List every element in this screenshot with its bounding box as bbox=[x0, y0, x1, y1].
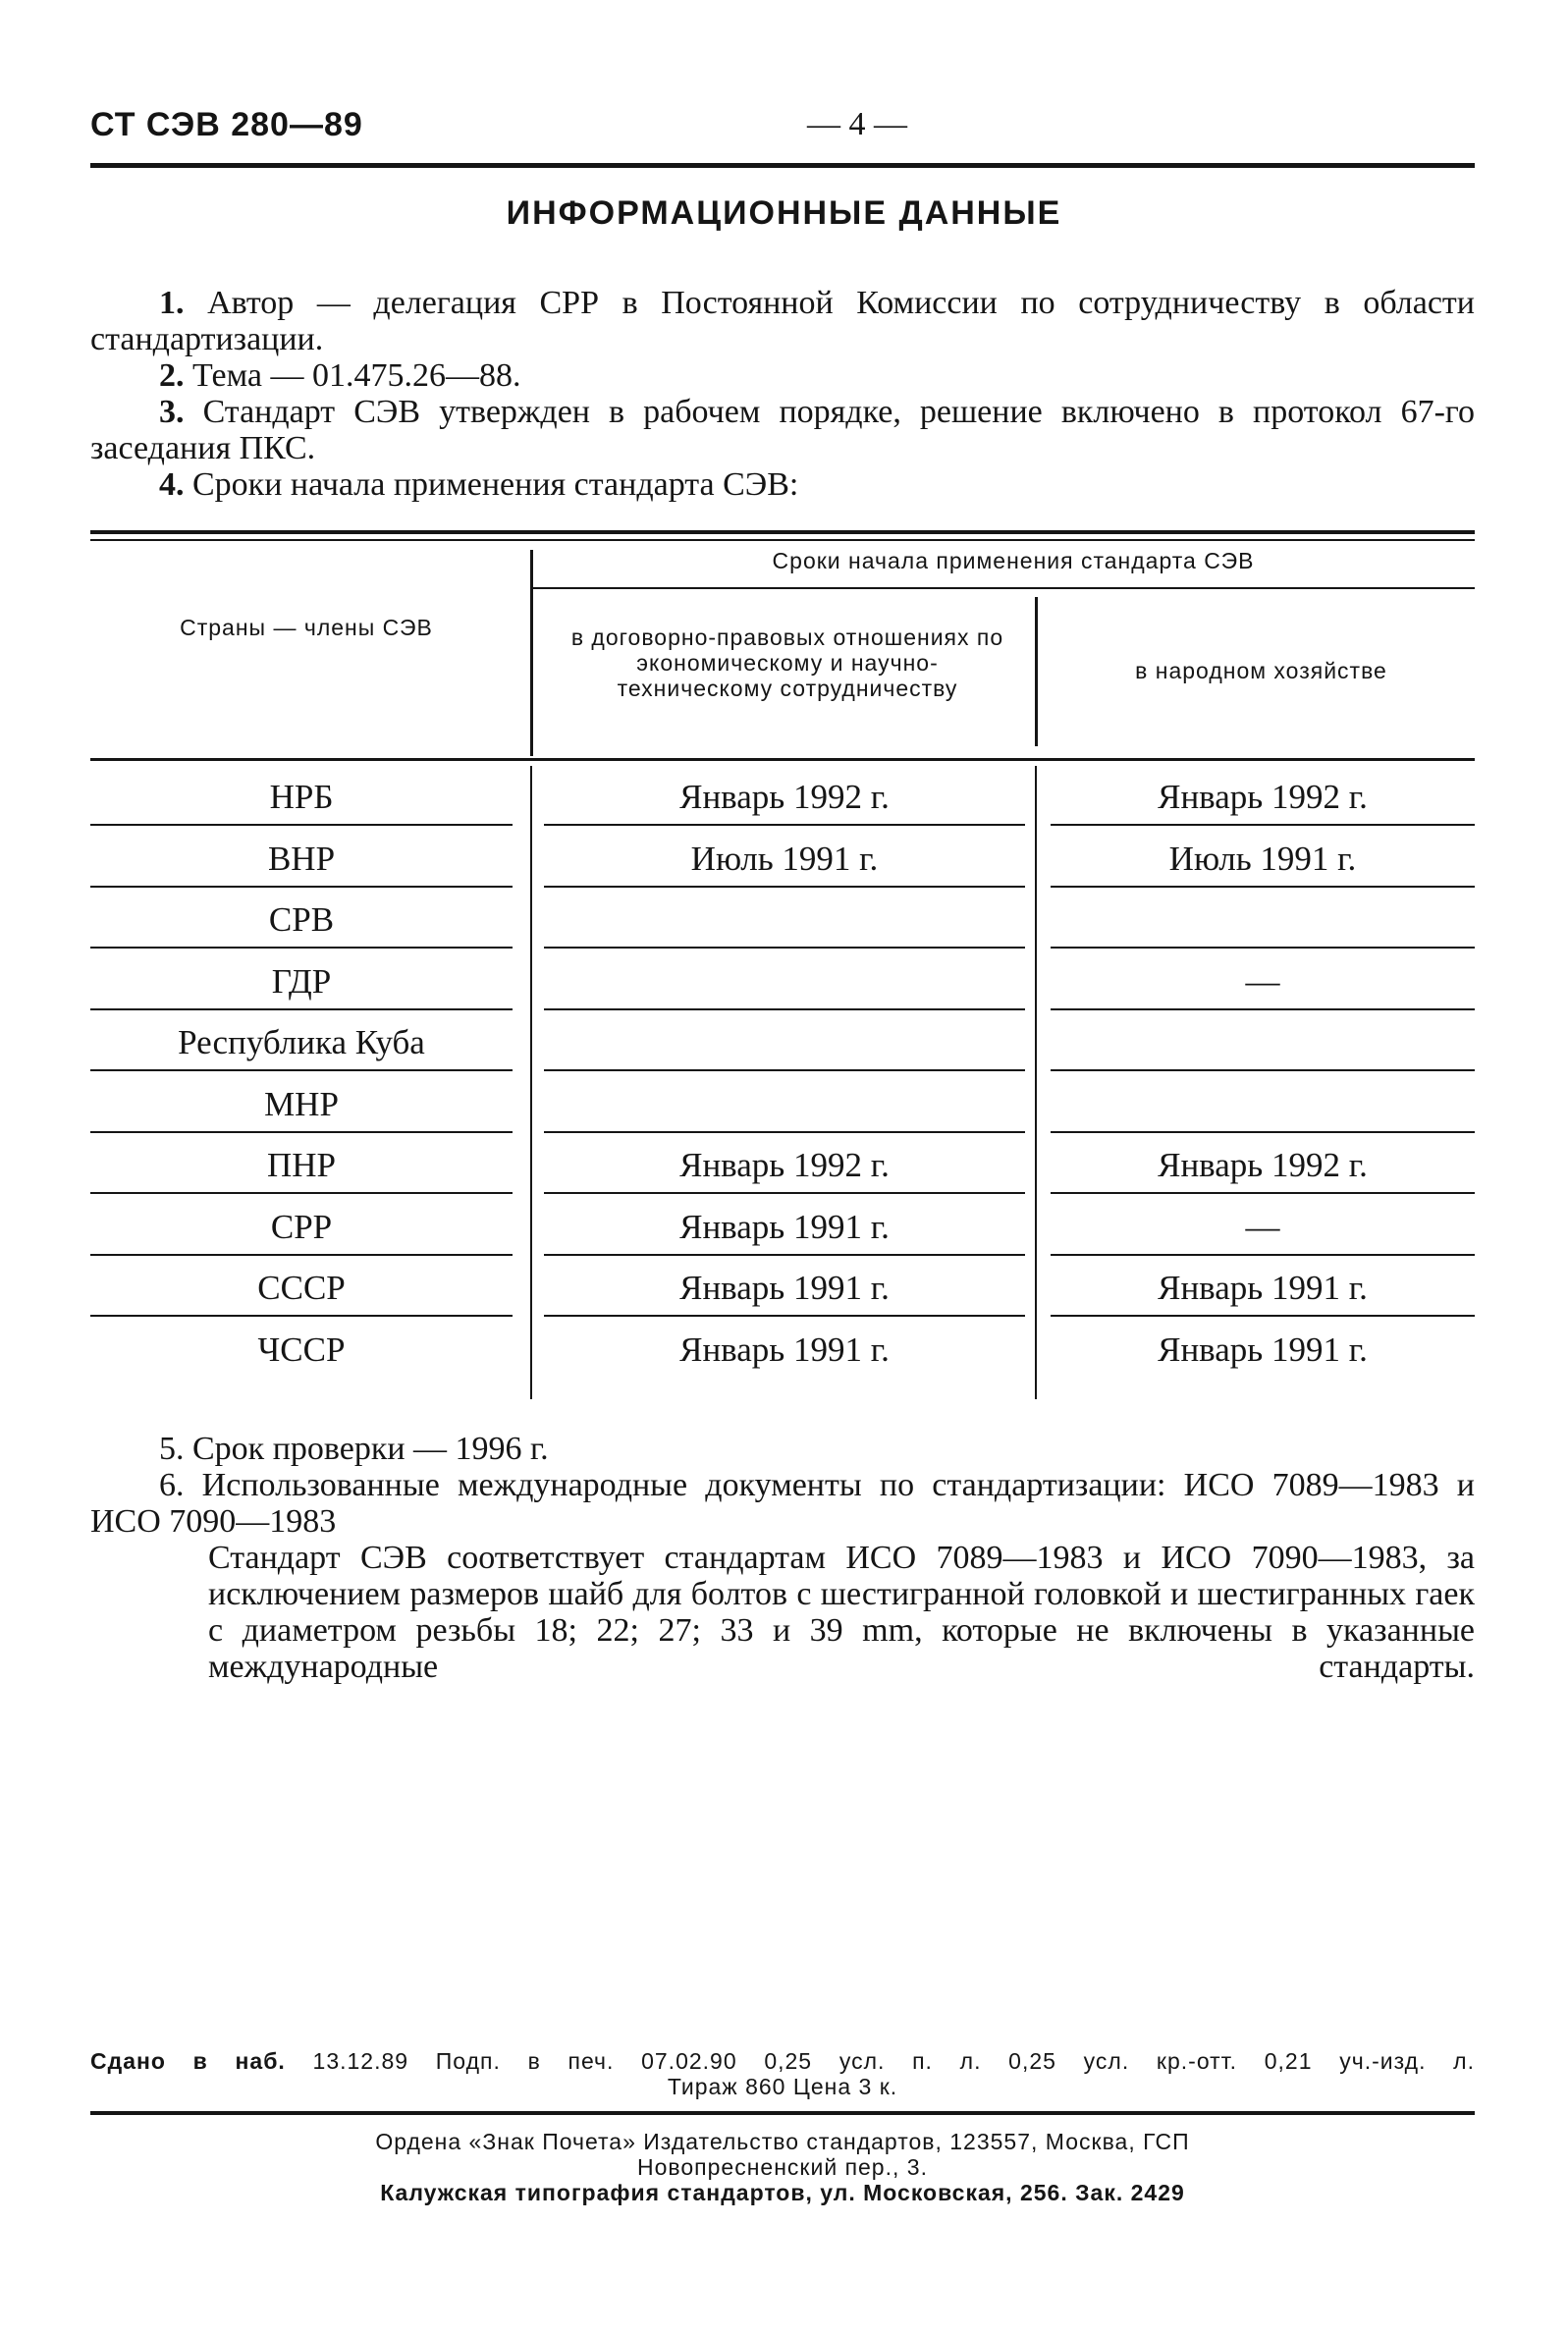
cell-contract: Июль 1991 г. bbox=[690, 839, 879, 878]
item-number: 4. bbox=[159, 466, 185, 503]
row-rule bbox=[1051, 1254, 1475, 1256]
item-topic bbox=[90, 357, 1475, 394]
item-text: Стандарт СЭВ утвержден в рабочем порядке, решение включено в протокол 67-го заседания ПКС. bbox=[90, 394, 1475, 466]
header-col-economy: в народном хозяйстве bbox=[1135, 658, 1387, 683]
row-rule bbox=[544, 947, 1025, 949]
row-rule bbox=[544, 1008, 1025, 1010]
row-rule bbox=[90, 1131, 513, 1133]
item-review: 5. Срок проверки — 1996 г. bbox=[159, 1431, 549, 1467]
body-divider bbox=[530, 766, 532, 1399]
row-rule bbox=[1051, 1315, 1475, 1317]
item-intl-note: Стандарт СЭВ соответствует стандартам ИСО 7089—1983 и ИСО 7090—1983, за исключением размеров шайб для болтов с шестигранной головкой и шестигранных гаек с диаметром резьбы 18; 22; 27; 33 и 39 mm, которые не включены в указанные международные стандарты. bbox=[208, 1540, 1475, 1685]
row-rule bbox=[90, 824, 513, 826]
row-rule bbox=[90, 1254, 513, 1256]
header-subrule bbox=[532, 587, 1475, 589]
item-number: 2. bbox=[159, 357, 185, 394]
row-rule bbox=[1051, 1008, 1475, 1010]
row-rule bbox=[90, 1315, 513, 1317]
imprint bbox=[90, 2048, 1475, 2099]
row-rule bbox=[1051, 1069, 1475, 1071]
header-dates: Сроки начала применения стандарта СЭВ bbox=[772, 548, 1255, 573]
row-rule bbox=[1051, 824, 1475, 826]
row-rule bbox=[1051, 947, 1475, 949]
publisher-info bbox=[90, 2129, 1475, 2205]
imprint-circulation: Тираж 860 Цена 3 к. bbox=[667, 2074, 898, 2099]
header-rule bbox=[90, 163, 1475, 168]
row-rule bbox=[90, 947, 513, 949]
row-rule bbox=[1051, 1192, 1475, 1194]
cell-economy: Январь 1991 г. bbox=[1158, 1269, 1368, 1307]
item-intl-docs: 6. Использованные международные документы по стандартизации: ИСО 7089—1983 и ИСО 7090—1983 bbox=[90, 1467, 1475, 1540]
cell-country: ПНР bbox=[266, 1146, 337, 1184]
cell-contract: Январь 1992 г. bbox=[679, 1146, 890, 1184]
item-text: Тема — 01.475.26—88. bbox=[192, 357, 521, 394]
cell-contract: Январь 1992 г. bbox=[679, 778, 890, 816]
cell-country: ГДР bbox=[271, 961, 332, 1001]
header-divider bbox=[530, 550, 533, 756]
row-rule bbox=[544, 1315, 1025, 1317]
row-rule bbox=[544, 1069, 1025, 1071]
cell-economy: Июль 1991 г. bbox=[1168, 839, 1357, 878]
header-countries: Страны — члены СЭВ bbox=[180, 615, 433, 640]
printer-line: Калужская типография стандартов, ул. Московская, 256. Зак. 2429 bbox=[380, 2180, 1185, 2205]
row-rule bbox=[90, 1069, 513, 1071]
cell-country: СССР bbox=[257, 1269, 346, 1307]
cell-economy: — bbox=[1245, 1207, 1280, 1246]
row-rule bbox=[1051, 886, 1475, 888]
publisher-line: Ордена «Знак Почета» Издательство стандартов, 123557, Москва, ГСП bbox=[375, 2129, 1190, 2154]
page-header bbox=[90, 106, 1475, 157]
cell-economy: Январь 1991 г. bbox=[1158, 1329, 1368, 1369]
cell-country: СРВ bbox=[268, 900, 335, 939]
cell-country: ВНР bbox=[267, 839, 336, 878]
item-text: Автор — делегация СРР в Постоянной Комиссии по сотрудничеству в области стандартизации. bbox=[90, 285, 1475, 357]
header-bottom-rule bbox=[90, 758, 1475, 761]
header-divider bbox=[1035, 597, 1038, 746]
item-number: 1. bbox=[159, 285, 185, 321]
row-rule bbox=[1051, 1131, 1475, 1133]
item-dates bbox=[90, 466, 1475, 503]
cell-contract: Январь 1991 г. bbox=[679, 1207, 890, 1246]
table-top-rule-thin bbox=[90, 539, 1475, 541]
row-rule bbox=[544, 824, 1025, 826]
info-items bbox=[90, 285, 1475, 503]
row-rule bbox=[90, 1192, 513, 1194]
item-text: Сроки начала применения стандарта СЭВ: bbox=[192, 466, 799, 503]
cell-contract: Январь 1991 г. bbox=[679, 1269, 890, 1307]
row-rule bbox=[544, 1131, 1025, 1133]
row-rule bbox=[90, 886, 513, 888]
item-number: 3. bbox=[159, 394, 185, 430]
cell-country: Республика Куба bbox=[178, 1023, 425, 1061]
imprint-label: Сдано в наб. bbox=[90, 2048, 286, 2074]
cell-country: НРБ bbox=[269, 778, 334, 816]
item-author bbox=[90, 285, 1475, 357]
publisher-address: Новопресненский пер., 3. bbox=[637, 2154, 928, 2180]
body-divider bbox=[1035, 766, 1037, 1399]
row-rule bbox=[544, 886, 1025, 888]
item-approval bbox=[90, 394, 1475, 466]
cell-country: МНР bbox=[264, 1084, 339, 1123]
standard-code: СТ СЭВ 280—89 bbox=[90, 106, 363, 143]
row-rule bbox=[90, 1008, 513, 1010]
page-number: — 4 — bbox=[807, 106, 907, 142]
cell-contract: Январь 1991 г. bbox=[679, 1329, 890, 1369]
cell-economy: — bbox=[1245, 961, 1280, 1001]
row-rule bbox=[544, 1254, 1025, 1256]
table-top-rule bbox=[90, 530, 1475, 534]
cell-country: СРР bbox=[270, 1207, 333, 1246]
implementation-dates-table bbox=[90, 530, 1475, 1409]
info-items-after bbox=[90, 1431, 1475, 1685]
cell-economy: Январь 1992 г. bbox=[1158, 1146, 1368, 1184]
page-title: ИНФОРМАЦИОННЫЕ ДАННЫЕ bbox=[506, 194, 1062, 232]
imprint-rule bbox=[90, 2111, 1475, 2115]
cell-economy: Январь 1992 г. bbox=[1158, 778, 1368, 816]
imprint-line1 bbox=[90, 2048, 1475, 2074]
header-col-contract: в договорно-правовых отношениях по экономическому и научно-техническому сотрудничеству bbox=[570, 624, 1004, 701]
cell-country: ЧССР bbox=[257, 1329, 346, 1369]
row-rule bbox=[544, 1192, 1025, 1194]
imprint-details: 13.12.89 Подп. в печ. 07.02.90 0,25 усл. п. л. 0,25 усл. кр.-отт. 0,21 уч.-изд. л. bbox=[312, 2048, 1475, 2074]
